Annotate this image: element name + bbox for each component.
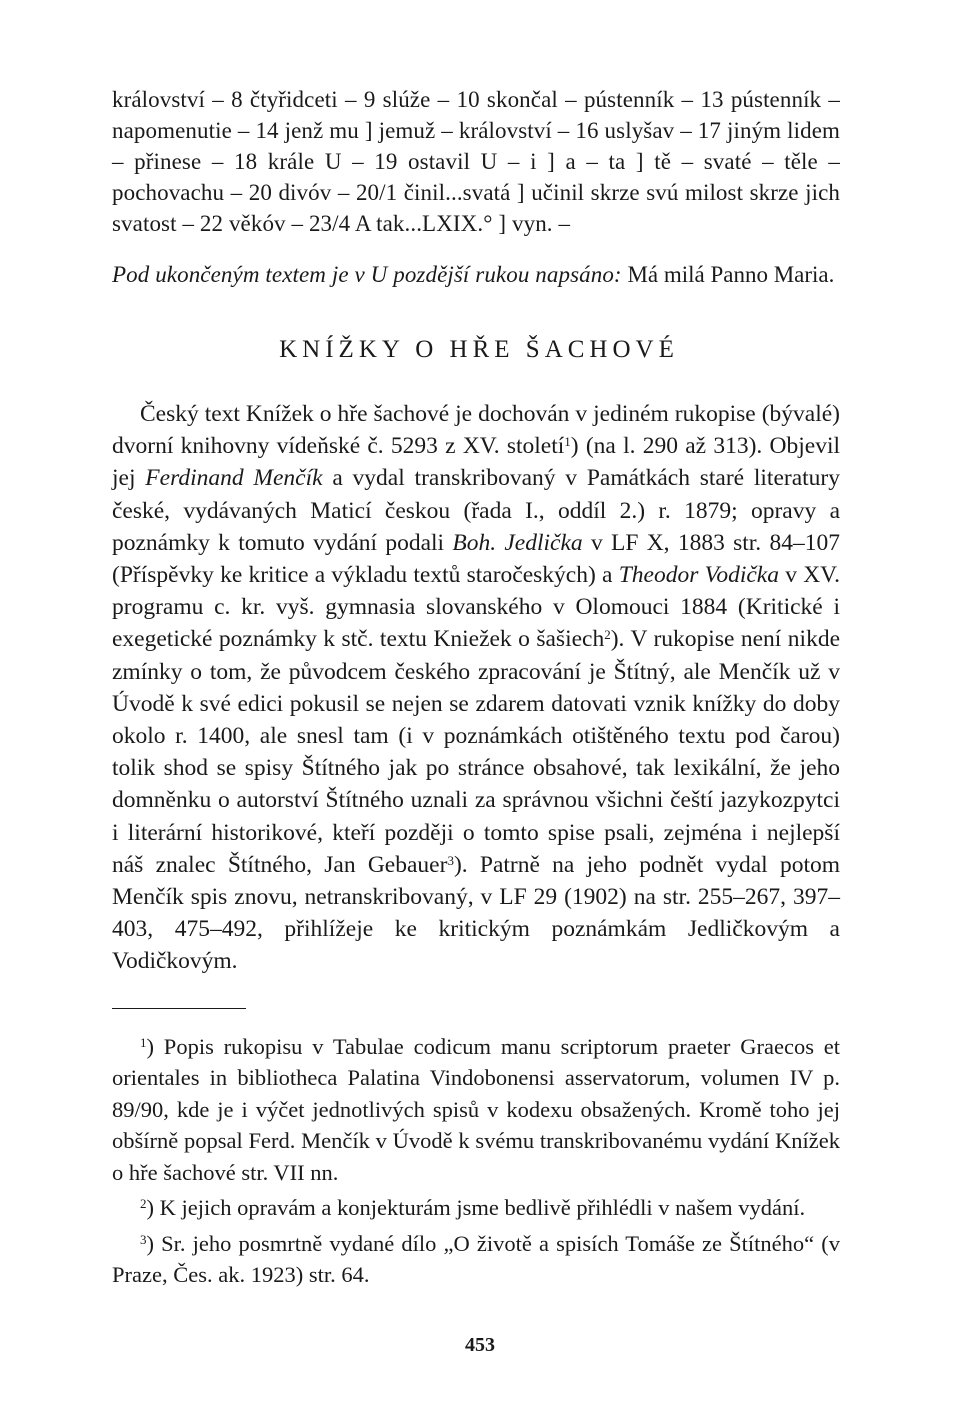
paragraph-part: a vydal transkribovaný v Památkách staré literatury české, vydávaných Maticí českou (řada I., oddíl 2.) r. 1879; opravy a poznámky k tomuto vydání podali (112, 465, 840, 556)
main-paragraph (112, 398, 840, 978)
footnote-ref-2[interactable]: 2 (604, 627, 611, 643)
page-content (112, 84, 840, 1295)
footnote-text: ) Popis rukopisu v Tabulae codicum manu scriptorum praeter Graecos et orientales in bibliotheca Palatina Vindobonensi asservatorum, volumen IV p. 89/90, kde je i výčet jednotlivých spisů v kodexu obsažených. Kromě toho jej obšírně popsal Ferd. Menčík v Úvodě k svému transkribovanému vydání Knížek o hře šachové str. VII nn. (112, 1033, 840, 1185)
paragraph-part: v XV. programu c. kr. vyš. gymnasia slovanského v Olomouci 1884 (Kritické i exegetické poznámky k stč. textu Kniežek o šašiech (112, 562, 840, 653)
page-number: 453 (465, 1334, 495, 1356)
footnote-ref-1[interactable]: 1 (564, 434, 571, 450)
author-name-jedlicka: Boh. Jedlička (452, 529, 583, 556)
paragraph-part: v LF X, 1883 str. 84–107 (Příspěvky ke kritice a výkladu textů staročeských) a (112, 529, 840, 589)
footnote-mark: 2 (140, 1196, 147, 1212)
paragraph-part: ). Patrně na jeho podnět vydal potom Menčík spis znovu, netranskribovaný, v LF 29 (1902) na str. 255–267, 397–403, 475–492, přihlížeje ke kritickým poznámkám Jedličkovým a Vodičkovým. (112, 851, 841, 975)
critical-apparatus (112, 84, 840, 239)
author-name-vodicka: Theodor Vodička (618, 562, 779, 589)
manuscript-note-quote: Má milá Panno Maria. (621, 262, 835, 287)
footnote-ref-3[interactable]: 3 (447, 852, 454, 868)
footnote-1 (112, 1031, 840, 1189)
footnote-2 (112, 1192, 840, 1224)
footnote-mark: 3 (140, 1231, 147, 1247)
section-heading: KNÍŽKY O HŘE ŠACHOVÉ (279, 336, 679, 363)
paragraph-part: Český text Knížek o hře šachové je dochován v jediném rukopise (bývalé) dvorní knihovny vídeňské č. 5293 z XV. století (112, 401, 840, 460)
footnote-divider (112, 1008, 246, 1009)
paragraph-part: ) (na l. 290 až 313). Objevil jej (112, 433, 840, 492)
footnote-text: ) K jejich opravám a konjekturám jsme bedlivě přihlédli v našem vydání. (146, 1195, 806, 1221)
footnote-text: ) Sr. jeho posmrtně vydané dílo „O životě a spisích Tomáše ze Štítného“ (v Praze, Čes. ak. 1923) str. 64. (112, 1230, 840, 1288)
footnote-3 (112, 1228, 840, 1291)
manuscript-note (112, 259, 840, 290)
footnotes (112, 1031, 840, 1291)
paragraph-part: ). V rukopise není nikde zmínky o tom, že původcem českého zpracování je Štítný, ale Menčík už v Úvodě k své edici pokusil se nejen se zdarem datovati vznik knížky do doby okolo r. 1400, ale snesl tam (i v poznámkách otištěného textu pod čarou) tolik shod se spisy Štítného jak po stránce obsahové, tak lexikální, že jeho domněnku o autorství Štítného uznali za správnou všichni čeští jazykozpytci i literární historikové, kteří později o tomto spise psali, zejména i nejlepší náš znalec Štítného, Jan Gebauer (112, 626, 840, 878)
apparatus-text: království – 8 čtyřidceti – 9 slúže – 10 skončal – pústenník – 13 pústenník – napomenutie – 14 jenž mu ] jemuž – království – 16 uslyšav – 17 jiným lidem – přinese – 18 krále U – 19 ostavil U – i ] a – ta ] tě – svaté – těle – pochovachu – 20 divóv – 20/1 činil...svatá ] učinil skrze svú milost skrze jich svatost – 22 věkóv – 23/4 A tak...LXIX.° ] vyn. – (112, 87, 840, 236)
author-name-mencik: Ferdinand Menčík (145, 465, 323, 492)
manuscript-note-italic: Pod ukončeným textem je v U pozdější rukou napsáno: (112, 262, 622, 287)
footnote-mark: 1 (140, 1034, 147, 1050)
